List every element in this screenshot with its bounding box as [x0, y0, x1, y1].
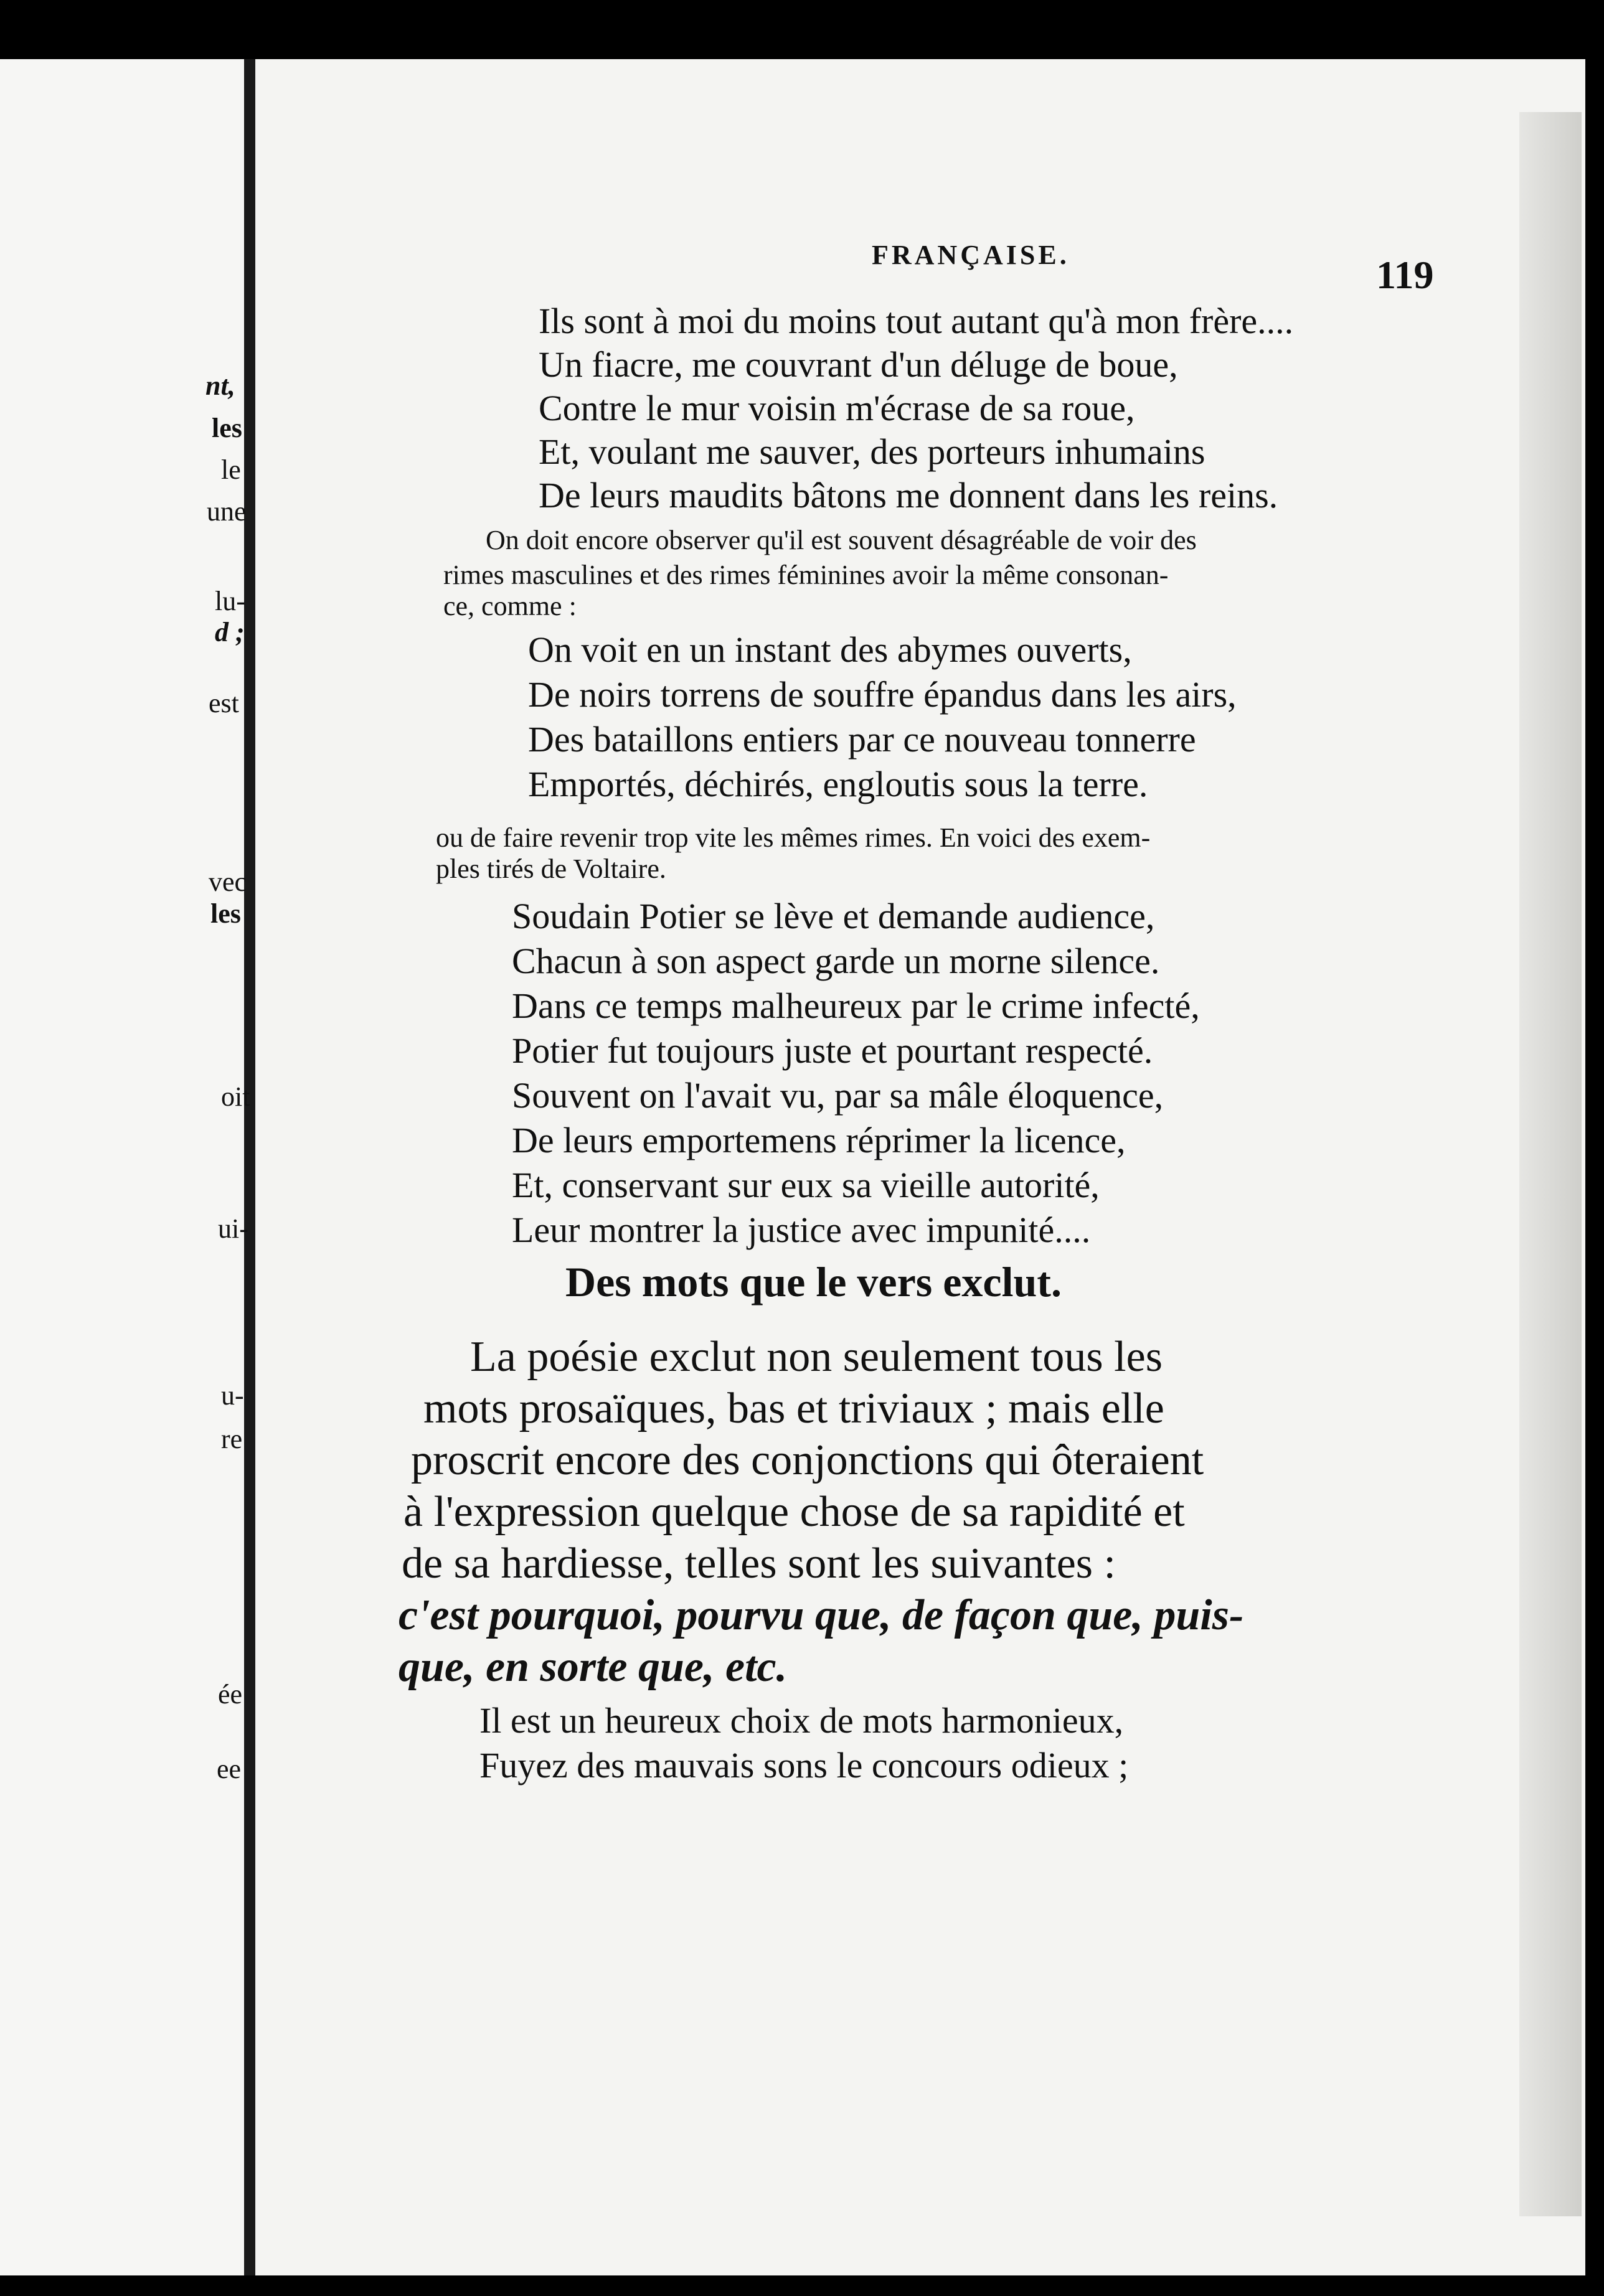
verse-line: Contre le mur voisin m'écrase de sa roue,: [539, 388, 1135, 428]
verse-line: Et, voulant me sauver, des porteurs inhumains: [539, 431, 1205, 472]
left-fragment: u-: [221, 1380, 244, 1411]
left-fragment: ui-: [218, 1213, 248, 1244]
left-fragment: oit: [221, 1081, 250, 1112]
prose-line: ce, comme :: [443, 591, 577, 621]
paragraph-line: que, en sorte que, etc.: [399, 1643, 788, 1691]
left-fragment: ee: [217, 1754, 242, 1784]
verse-line: Des bataillons entiers par ce nouveau tonnerre: [528, 719, 1196, 760]
verse-line: Et, conservant sur eux sa vieille autorité,: [512, 1165, 1100, 1205]
paragraph-line: c'est pourquoi, pourvu que, de façon que, puis-: [399, 1591, 1244, 1639]
verse-line: Leur montrer la justice avec impunité....: [512, 1210, 1091, 1250]
verse-line: Un fiacre, me couvrant d'un déluge de boue,: [539, 344, 1178, 385]
paragraph-line: à l'expression quelque chose de sa rapidité et: [403, 1488, 1185, 1536]
left-fragment: d ;: [215, 617, 245, 647]
page-edge: [1519, 112, 1582, 2216]
verse-line: Emportés, déchirés, engloutis sous la terre.: [528, 764, 1148, 804]
verse-line: Souvent on l'avait vu, par sa mâle éloquence,: [512, 1075, 1164, 1116]
left-fragment: les: [212, 413, 242, 443]
prose-line: On doit encore observer qu'il est souvent désagréable de voir des: [486, 525, 1197, 555]
left-fragment: les: [210, 898, 241, 929]
prose-line: rimes masculines et des rimes féminines avoir la même consonan-: [443, 560, 1169, 590]
verse-line: De leurs maudits bâtons me donnent dans les reins.: [539, 475, 1278, 515]
left-fragment: une: [207, 496, 247, 527]
paragraph-line: proscrit encore des conjonctions qui ôteraient: [411, 1436, 1204, 1484]
verse-line: Il est un heureux choix de mots harmonieux,: [479, 1700, 1124, 1741]
verse-line: Ils sont à moi du moins tout autant qu'à mon frère....: [539, 301, 1294, 341]
verse-line: Dans ce temps malheureux par le crime infecté,: [512, 986, 1200, 1026]
left-fragment: re: [221, 1424, 243, 1454]
left-fragment: ée: [218, 1679, 243, 1710]
verse-line: De noirs torrens de souffre épandus dans les airs,: [528, 674, 1237, 715]
prose-line: ples tirés de Voltaire.: [436, 854, 666, 884]
left-fragment: le: [221, 454, 241, 485]
section-heading: Des mots que le vers exclut.: [565, 1258, 1062, 1306]
paragraph-line: La poésie exclut non seulement tous les: [470, 1333, 1163, 1381]
verse-line: Potier fut toujours juste et pourtant respecté.: [512, 1030, 1153, 1071]
page-number: 119: [1376, 253, 1434, 297]
left-fragment: est: [209, 688, 239, 718]
book-gutter: [244, 59, 255, 2275]
verse-line: De leurs emportemens réprimer la licence,: [512, 1120, 1126, 1160]
left-fragment: nt,: [205, 370, 235, 401]
left-fragment: vec: [209, 867, 247, 897]
running-header: FRANÇAISE.: [872, 240, 1070, 270]
verse-line: On voit en un instant des abymes ouverts,: [528, 629, 1132, 670]
paragraph-line: mots prosaïques, bas et triviaux ; mais elle: [423, 1385, 1164, 1433]
prose-line: ou de faire revenir trop vite les mêmes rimes. En voici des exem-: [436, 822, 1151, 853]
verse-line: Soudain Potier se lève et demande audience,: [512, 896, 1155, 936]
paragraph-line: de sa hardiesse, telles sont les suivantes :: [402, 1540, 1116, 1588]
left-fragment: lu-: [215, 586, 245, 616]
verse-line: Fuyez des mauvais sons le concours odieux ;: [479, 1745, 1129, 1786]
verse-line: Chacun à son aspect garde un morne silence.: [512, 941, 1160, 981]
